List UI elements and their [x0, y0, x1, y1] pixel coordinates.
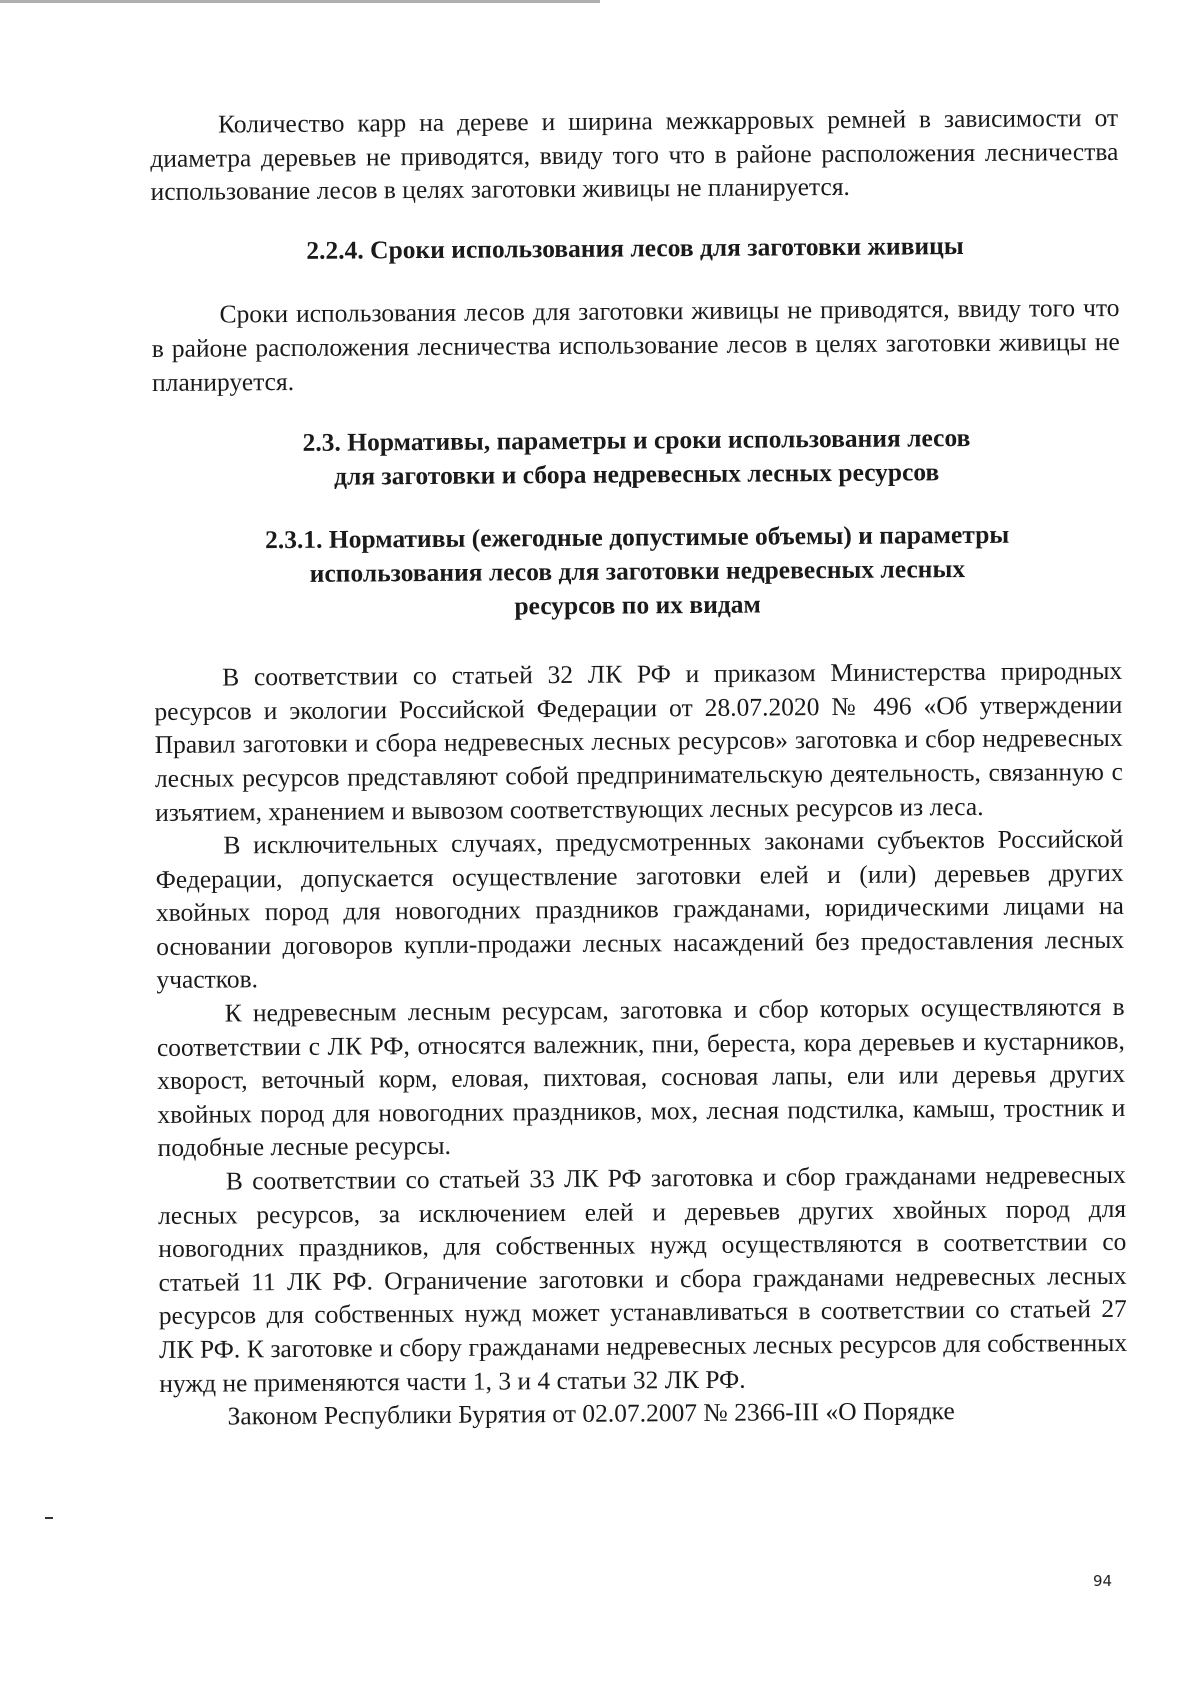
heading-line: использования лесов для заготовки недревесных лесных	[309, 553, 966, 588]
paragraph-non-timber-resources: К недревесным лесным ресурсам, заготовка и сбор которых осуществляются в соответствии с ЛК РФ, относятся валежник, пни, береста, кора деревьев и кустарников, хворост, веточный корм, еловая, пихтовая, сосновая лапы, ели или деревья других хвойных пород для новогодних праздников, мох, лесная подстилка, камыш, тростник и подобные лесные ресурсы.	[156, 991, 1126, 1163]
page-number: 94	[1093, 1572, 1113, 1590]
document-page	[150, 101, 1128, 1434]
paragraph-article-32: В соответствии со статьей 32 ЛК РФ и приказом Министерства природных ресурсов и экологии Российской Федерации от 28.07.2020 № 496 «Об утверждении Правил заготовки и сбора недревесных лесных ресурсов» заготовка и сбор недревесных лесных ресурсов представляют собой предпринимательскую деятельность, связанную с изъятием, хранением и вывозом соответствующих лесных ресурсов из леса.	[154, 656, 1123, 827]
heading-line: ресурсов по их видам	[514, 589, 761, 620]
heading-line: 2.2.4. Сроки использования лесов для заготовки живицы	[306, 230, 964, 265]
margin-mark	[45, 1517, 53, 1519]
heading-line: 2.3. Нормативы, параметры и сроки использования лесов	[302, 423, 971, 458]
paragraph-tapping-count: Количество карр на дереве и ширина межкарровых ремней в зависимости от диаметра деревьев не приводятся, ввиду того что в районе расположения лесничества использование лесов в целях заготовки живицы не планируется.	[150, 102, 1119, 207]
paragraph-buryatia-law: Законом Республики Бурятия от 02.07.2007 № 2366-III «О Порядке	[227, 1396, 955, 1431]
heading-line: 2.3.1. Нормативы (ежегодные допустимые объемы) и параметры	[264, 520, 1010, 555]
paragraph-article-33: В соответствии со статьей 33 ЛК РФ заготовка и сбор гражданами недревесных лесных ресурсов, за исключением елей и деревьев других хвойных пород для новогодних праздников, для собственных нужд осуществляются в соответствии со статьей 11 ЛК РФ. Ограничение заготовки и сбора гражданами недревесных лесных ресурсов для собственных нужд может устанавливаться в соответствии со статьей 27 ЛК РФ. К заготовке и сбору гражданами недревесных лесных ресурсов для собственных нужд не применяются части 1, 3 и 4 статьи 32 ЛК РФ.	[158, 1159, 1128, 1398]
heading-2-3-1	[153, 517, 1122, 625]
paragraph-exceptional-cases: В исключительных случаях, предусмотренных законами субъектов Российской Федерации, допускается осуществление заготовки елей и (или) деревьев других хвойных пород для новогодних праздников гражданами, юридическими лицами на основании договоров купли-продажи лесных насаждений без предоставления лесных участков.	[155, 823, 1125, 995]
scan-edge-line	[0, 0, 600, 3]
heading-line: для заготовки и сбора недревесных лесных ресурсов	[334, 456, 940, 491]
paragraph-resin-terms: Сроки использования лесов для заготовки живицы не приводятся, ввиду того что в районе расположения лесничества использование лесов в целях заготовки живицы не планируется.	[151, 293, 1120, 397]
heading-2-3	[152, 420, 1120, 494]
